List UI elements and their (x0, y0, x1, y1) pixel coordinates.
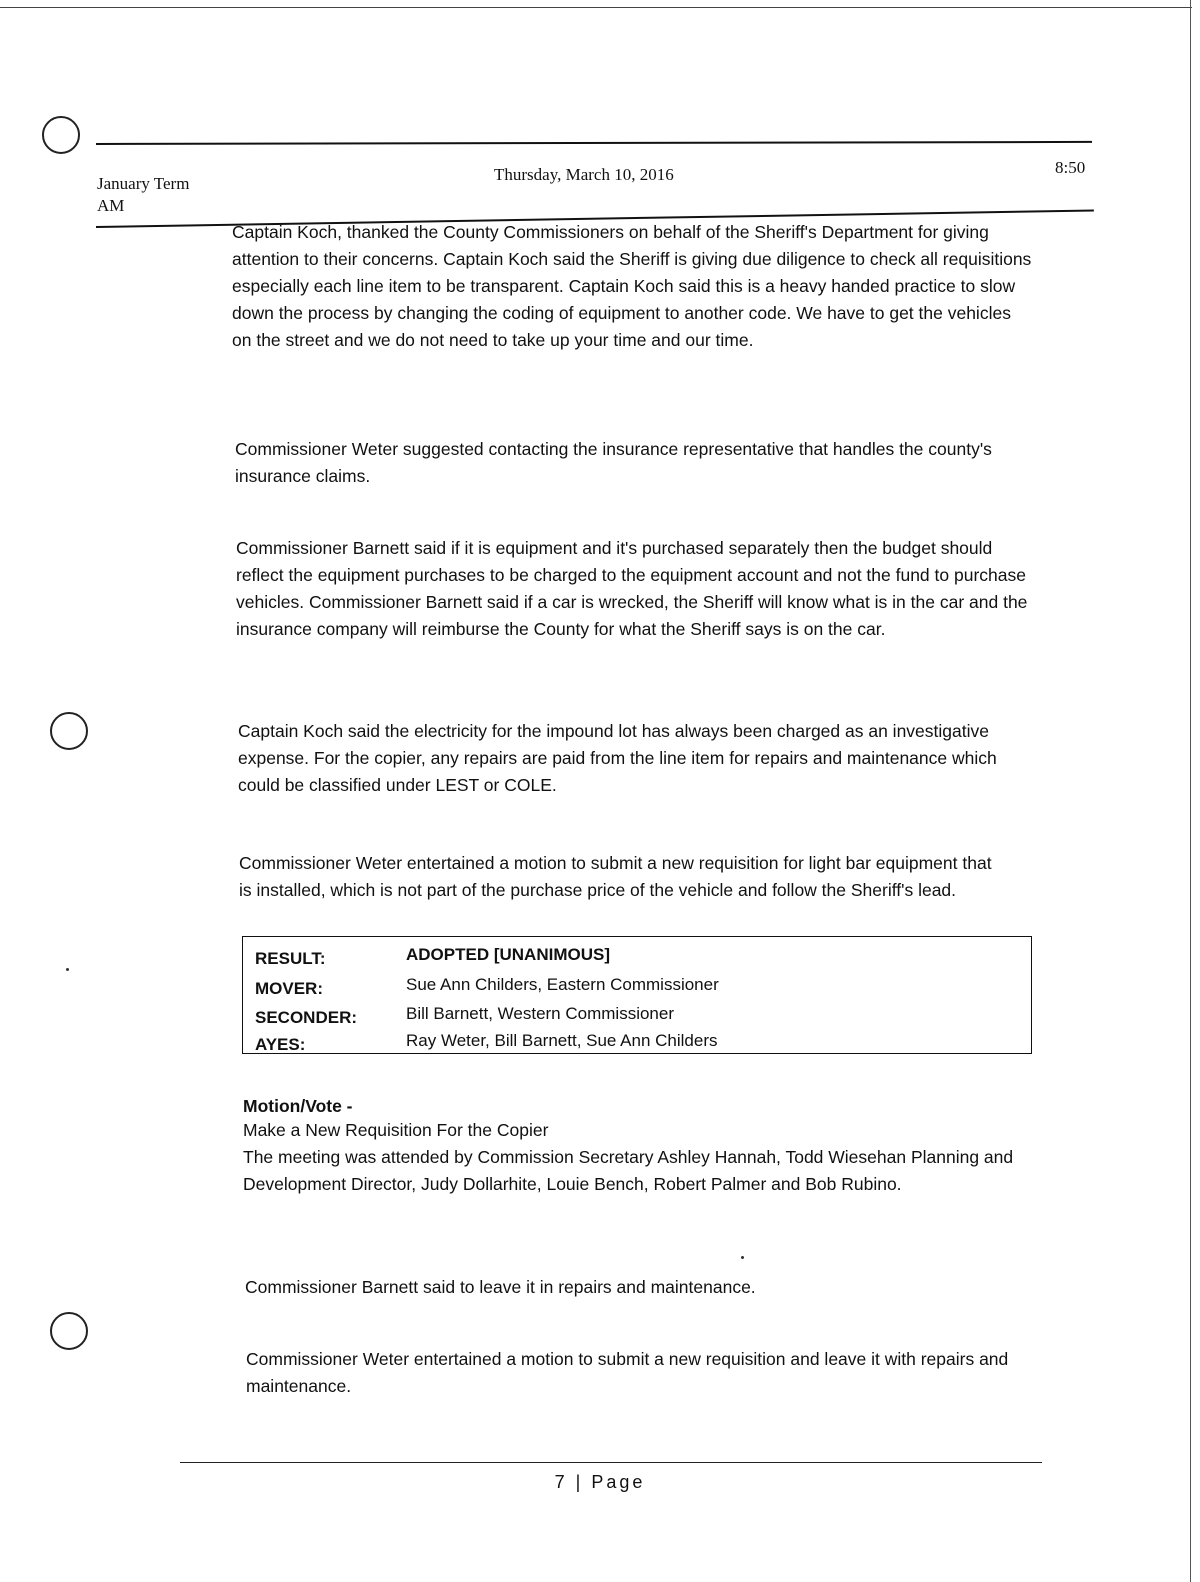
header-top-rule (96, 141, 1092, 145)
paragraph-weter-final-motion: Commissioner Weter entertained a motion to submit a new requisition and leave it with repairs and maintenance. (246, 1349, 1009, 1396)
paragraph-barnett-equipment: Commissioner Barnett said if it is equipment and it's purchased separately then the budget should reflect the equipment purchases to be charged to the equipment account and not the fund to purchase vehicles. Commissioner Barnett said if a car is wrecked, the Sheriff will know what is in the car and the insurance company will reimburse the County for what the Sheriff says is on the car. (236, 538, 1028, 639)
mover-value: Sue Ann Childers, Eastern Commissioner (406, 975, 719, 994)
paragraph-weter-motion: Commissioner Weter entertained a motion to submit a new requisition for light bar equipment that is installed, which is not part of the purchase price of the vehicle and follow the Sheriff's lead. (239, 853, 992, 900)
paragraph-koch-thanks: Captain Koch, thanked the County Commissioners on behalf of the Sheriff's Department for giving attention to their concerns. Captain Koch said the Sheriff is giving due diligence to check all requisitions especially each line item to be transparent. Captain Koch said this is a heavy handed practice to slow down the process by changing the coding of equipment to another code. We have to get the vehicles on the street and we do not need to take up your time and our time. (232, 222, 1032, 350)
header-term: January Term (97, 174, 190, 193)
scan-edge-right (1190, 0, 1191, 1582)
vote-result-box (242, 936, 1032, 1054)
paragraph-weter-insurance: Commissioner Weter suggested contacting the insurance representative that handles the county's insurance claims. (235, 439, 992, 486)
paragraph-barnett-repairs: Commissioner Barnett said to leave it in repairs and maintenance. (245, 1277, 756, 1297)
ayes-value: Ray Weter, Bill Barnett, Sue Ann Childers (406, 1031, 718, 1050)
scan-speck (741, 1256, 744, 1259)
page-word: Page (591, 1472, 646, 1492)
paragraph-koch-electricity: Captain Koch said the electricity for the impound lot has always been charged as an investigative expense. For the copier, any repairs are paid from the line item for repairs and maintenance which could be classified under LEST or COLE. (238, 721, 997, 795)
header-am: AM (97, 196, 125, 215)
punch-hole-middle-icon (50, 712, 88, 750)
page-number: 7 (554, 1472, 568, 1492)
punch-hole-top-icon (42, 116, 80, 154)
seconder-value: Bill Barnett, Western Commissioner (406, 1004, 674, 1023)
result-label: RESULT: (255, 949, 326, 968)
header-time: 8:50 (1055, 158, 1086, 177)
footer-rule (180, 1462, 1042, 1463)
motion-subtitle: Make a New Requisition For the Copier (243, 1120, 549, 1140)
ayes-label: AYES: (255, 1035, 306, 1054)
header-date: Thursday, March 10, 2016 (494, 165, 674, 184)
page-separator: | (575, 1472, 584, 1492)
page-footer (0, 1472, 1200, 1493)
attendance-paragraph: The meeting was attended by Commission Secretary Ashley Hannah, Todd Wiesehan Planning and Development Director, Judy Dollarhite, Louie Bench, Robert Palmer and Bob Rubino. (243, 1147, 1014, 1194)
result-value: ADOPTED [UNANIMOUS] (406, 945, 610, 964)
scan-speck (66, 968, 69, 971)
scan-edge-top (0, 7, 1192, 8)
punch-hole-bottom-icon (50, 1312, 88, 1350)
mover-label: MOVER: (255, 979, 323, 998)
motion-vote-heading: Motion/Vote - (243, 1096, 353, 1116)
seconder-label: SECONDER: (255, 1008, 358, 1027)
